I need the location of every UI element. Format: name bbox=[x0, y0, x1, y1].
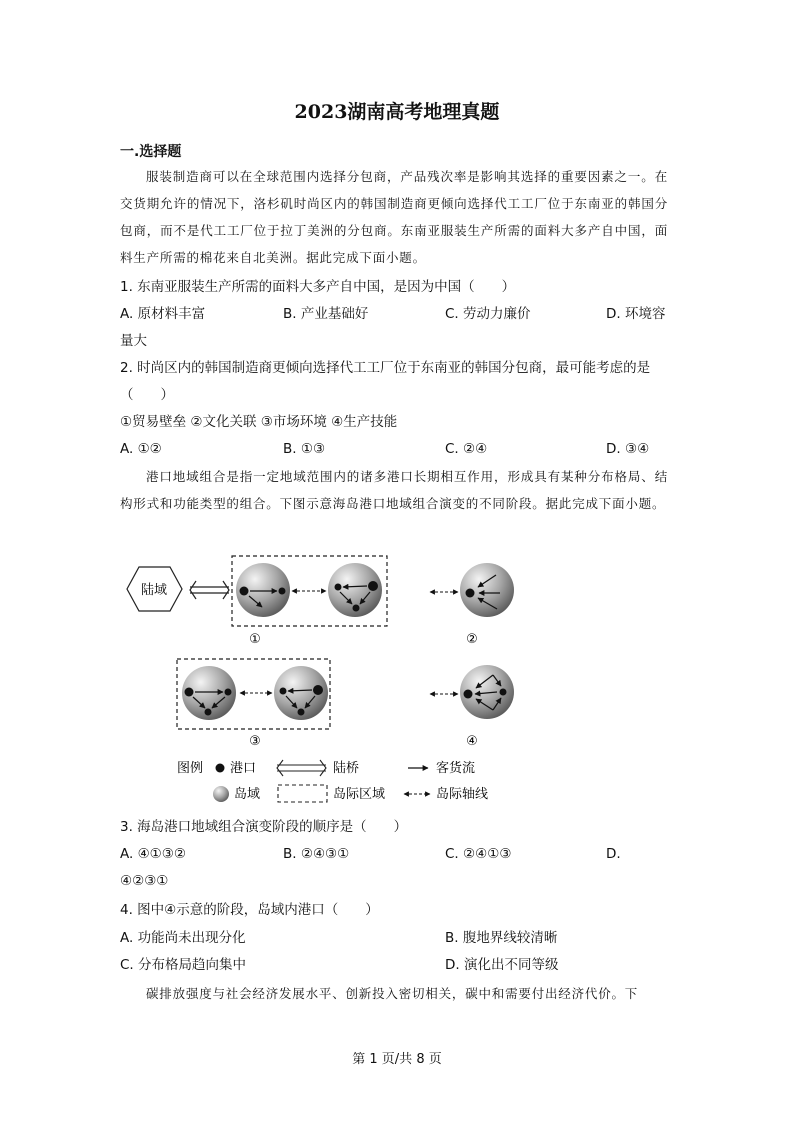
legend-bridge-label: 陆桥 bbox=[333, 761, 360, 776]
legend-flow-label: 客货流 bbox=[436, 761, 476, 776]
stage1-label: ① bbox=[249, 632, 261, 647]
page-title: 2023湖南高考地理真题 bbox=[294, 101, 500, 123]
q4-option-a: A. 功能尚未出现分化 bbox=[120, 930, 246, 946]
legend-axis-label: 岛际轴线 bbox=[436, 787, 489, 802]
stage2-label: ② bbox=[466, 632, 478, 647]
stage3-port-minor bbox=[280, 688, 287, 695]
legend-island-icon bbox=[213, 786, 229, 802]
stage3-port-minor bbox=[205, 709, 212, 716]
stage1-port-minor bbox=[335, 584, 342, 591]
q1-option-d-continued: 量大 bbox=[120, 333, 147, 349]
legend-title: 图例 bbox=[177, 761, 204, 776]
legend-region-label: 岛际区域 bbox=[333, 787, 386, 802]
question-2-items: ①贸易壁垒 ②文化关联 ③市场环境 ④生产技能 bbox=[120, 414, 398, 430]
q1-option-c: C. 劳动力廉价 bbox=[445, 306, 531, 322]
q4-option-d: D. 演化出不同等级 bbox=[445, 957, 559, 973]
q3-option-d: D. bbox=[606, 846, 621, 862]
question-2-stem: 2. 时尚区内的韩国制造商更倾向选择代工工厂位于东南亚的韩国分包商，最可能考虑的是 bbox=[120, 360, 651, 376]
stage1-port-minor bbox=[353, 605, 360, 612]
legend-island-label: 岛域 bbox=[234, 787, 261, 802]
legend-bridge-icon bbox=[277, 760, 326, 776]
q1-option-b: B. 产业基础好 bbox=[283, 306, 369, 322]
passage-2: 港口地域组合是指一定地域范围内的诸多港口长期相互作用，形成具有某种分布格局、结构形式和功能类型的组合。下图示意海岛港口地域组合演变的不同阶段。据此完成下面小题。 bbox=[120, 469, 668, 511]
question-2-stem-continued: （ ） bbox=[120, 387, 174, 403]
stage4-port-minor bbox=[500, 689, 507, 696]
stage4-port-major bbox=[464, 690, 473, 699]
q3-option-b: B. ②④③① bbox=[283, 846, 350, 862]
stage3-port-major bbox=[313, 685, 323, 695]
q2-option-c: C. ②④ bbox=[445, 441, 488, 457]
stage3-label: ③ bbox=[249, 734, 261, 749]
q2-option-d: D. ③④ bbox=[606, 441, 650, 457]
passage-3: 碳排放强度与社会经济发展水平、创新投入密切相关，碳中和需要付出经济代价。下 bbox=[146, 986, 639, 1001]
legend-port-icon bbox=[216, 764, 225, 773]
stage4-label: ④ bbox=[466, 734, 478, 749]
land-bridge bbox=[190, 581, 229, 599]
stage1-port-major bbox=[240, 587, 249, 596]
question-4-stem: 4. 图中④示意的阶段，岛域内港口（ ） bbox=[120, 902, 379, 918]
q1-option-a: A. 原材料丰富 bbox=[120, 306, 206, 322]
stage2-port bbox=[466, 589, 475, 598]
section-heading: 一.选择题 bbox=[120, 144, 182, 160]
stage3-port-minor bbox=[298, 709, 305, 716]
page-footer: 第 1 页/共 8 页 bbox=[352, 1052, 442, 1067]
passage-1: 服装制造商可以在全球范围内选择分包商，产品残次率是影响其选择的重要因素之一。在交货期允许的情况下，洛杉矶时尚区内的韩国制造商更倾向选择代工工厂位于东南亚的韩国分包商，而不是代工工厂位于拉丁美洲的分包商。东南亚服装生产所需的面料大多产自中国，面料生产所需的棉花来自北美洲。据此完成下面小题。 bbox=[120, 169, 668, 265]
q4-option-b: B. 腹地界线较清晰 bbox=[445, 930, 558, 946]
stage1-port-minor bbox=[279, 588, 286, 595]
q2-option-a: A. ①② bbox=[120, 441, 162, 457]
q3-option-a: A. ④①③② bbox=[120, 846, 186, 862]
q2-option-b: B. ①③ bbox=[283, 441, 326, 457]
legend-region-icon bbox=[278, 785, 327, 802]
stage3-port-major bbox=[185, 688, 194, 697]
question-3-stem: 3. 海岛港口地域组合演变阶段的顺序是（ ） bbox=[120, 819, 408, 835]
q3-option-c: C. ②④①③ bbox=[445, 846, 512, 862]
q4-option-c: C. 分布格局趋向集中 bbox=[120, 957, 247, 973]
stage1-port-major bbox=[368, 581, 378, 591]
stage3-port-minor bbox=[225, 689, 232, 696]
q1-option-d: D. 环境容 bbox=[606, 306, 666, 322]
question-1-stem: 1. 东南亚服装生产所需的面料大多产自中国，是因为中国（ ） bbox=[120, 279, 516, 295]
legend-port-label: 港口 bbox=[230, 761, 257, 776]
land-label: 陆域 bbox=[140, 583, 168, 598]
q3-option-d-continued: ④②③① bbox=[120, 873, 169, 889]
